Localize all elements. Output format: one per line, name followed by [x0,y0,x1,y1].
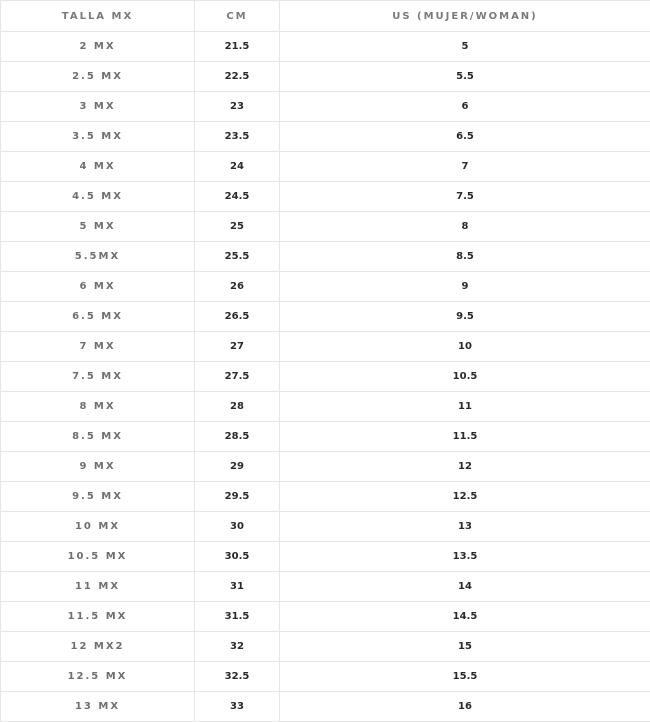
cell-us: 6 [280,92,650,122]
cell-talla-mx: 3 MX [1,92,195,122]
cell-cm: 33 [195,692,280,722]
header-talla-mx: TALLA MX [1,1,195,32]
table-row [1,662,650,692]
header-row [1,1,650,32]
table-row [1,692,650,722]
cell-cm: 28.5 [195,422,280,452]
cell-cm: 25 [195,212,280,242]
table-row [1,272,650,302]
cell-talla-mx: 5.5MX [1,242,195,272]
cell-cm: 31.5 [195,602,280,632]
table-row [1,602,650,632]
cell-cm: 30.5 [195,542,280,572]
cell-cm: 23.5 [195,122,280,152]
cell-us: 11 [280,392,650,422]
cell-talla-mx: 3.5 MX [1,122,195,152]
table-row [1,212,650,242]
cell-talla-mx: 13 MX [1,692,195,722]
cell-talla-mx: 2 MX [1,32,195,62]
table-row [1,242,650,272]
cell-us: 7.5 [280,182,650,212]
cell-cm: 29 [195,452,280,482]
cell-us: 12 [280,452,650,482]
table-row [1,302,650,332]
table-row [1,62,650,92]
cell-talla-mx: 2.5 MX [1,62,195,92]
cell-us: 11.5 [280,422,650,452]
cell-talla-mx: 11.5 MX [1,602,195,632]
table-row [1,572,650,602]
table-row [1,482,650,512]
cell-talla-mx: 12 MX2 [1,632,195,662]
cell-cm: 21.5 [195,32,280,62]
table-row [1,452,650,482]
cell-us: 7 [280,152,650,182]
table-row [1,152,650,182]
header-us: US (MUJER/WOMAN) [280,1,650,32]
cell-talla-mx: 11 MX [1,572,195,602]
cell-us: 14.5 [280,602,650,632]
table-row [1,182,650,212]
cell-us: 8.5 [280,242,650,272]
cell-cm: 24 [195,152,280,182]
table-row [1,32,650,62]
cell-cm: 31 [195,572,280,602]
cell-cm: 26 [195,272,280,302]
table-header [1,1,650,32]
cell-talla-mx: 10.5 MX [1,542,195,572]
cell-us: 13 [280,512,650,542]
cell-us: 9.5 [280,302,650,332]
cell-cm: 32 [195,632,280,662]
cell-talla-mx: 7.5 MX [1,362,195,392]
cell-talla-mx: 5 MX [1,212,195,242]
table-row [1,122,650,152]
cell-talla-mx: 6 MX [1,272,195,302]
cell-cm: 26.5 [195,302,280,332]
cell-talla-mx: 9 MX [1,452,195,482]
cell-talla-mx: 10 MX [1,512,195,542]
table-row [1,392,650,422]
cell-us: 10 [280,332,650,362]
cell-us: 5.5 [280,62,650,92]
table-row [1,92,650,122]
cell-talla-mx: 7 MX [1,332,195,362]
cell-us: 13.5 [280,542,650,572]
cell-talla-mx: 4 MX [1,152,195,182]
cell-cm: 23 [195,92,280,122]
cell-us: 10.5 [280,362,650,392]
table-row [1,632,650,662]
cell-talla-mx: 8 MX [1,392,195,422]
cell-us: 9 [280,272,650,302]
cell-talla-mx: 12.5 MX [1,662,195,692]
cell-us: 15.5 [280,662,650,692]
cell-us: 16 [280,692,650,722]
table-body [1,32,650,722]
cell-cm: 22.5 [195,62,280,92]
header-cm: CM [195,1,280,32]
cell-us: 14 [280,572,650,602]
cell-cm: 27 [195,332,280,362]
cell-us: 6.5 [280,122,650,152]
cell-us: 12.5 [280,482,650,512]
cell-talla-mx: 4.5 MX [1,182,195,212]
cell-cm: 24.5 [195,182,280,212]
cell-cm: 28 [195,392,280,422]
cell-us: 8 [280,212,650,242]
cell-cm: 32.5 [195,662,280,692]
table-row [1,332,650,362]
cell-cm: 29.5 [195,482,280,512]
cell-cm: 27.5 [195,362,280,392]
cell-talla-mx: 9.5 MX [1,482,195,512]
cell-talla-mx: 6.5 MX [1,302,195,332]
table-row [1,362,650,392]
table-row [1,542,650,572]
cell-cm: 30 [195,512,280,542]
table-row [1,512,650,542]
cell-cm: 25.5 [195,242,280,272]
cell-us: 15 [280,632,650,662]
cell-talla-mx: 8.5 MX [1,422,195,452]
table-row [1,422,650,452]
cell-us: 5 [280,32,650,62]
